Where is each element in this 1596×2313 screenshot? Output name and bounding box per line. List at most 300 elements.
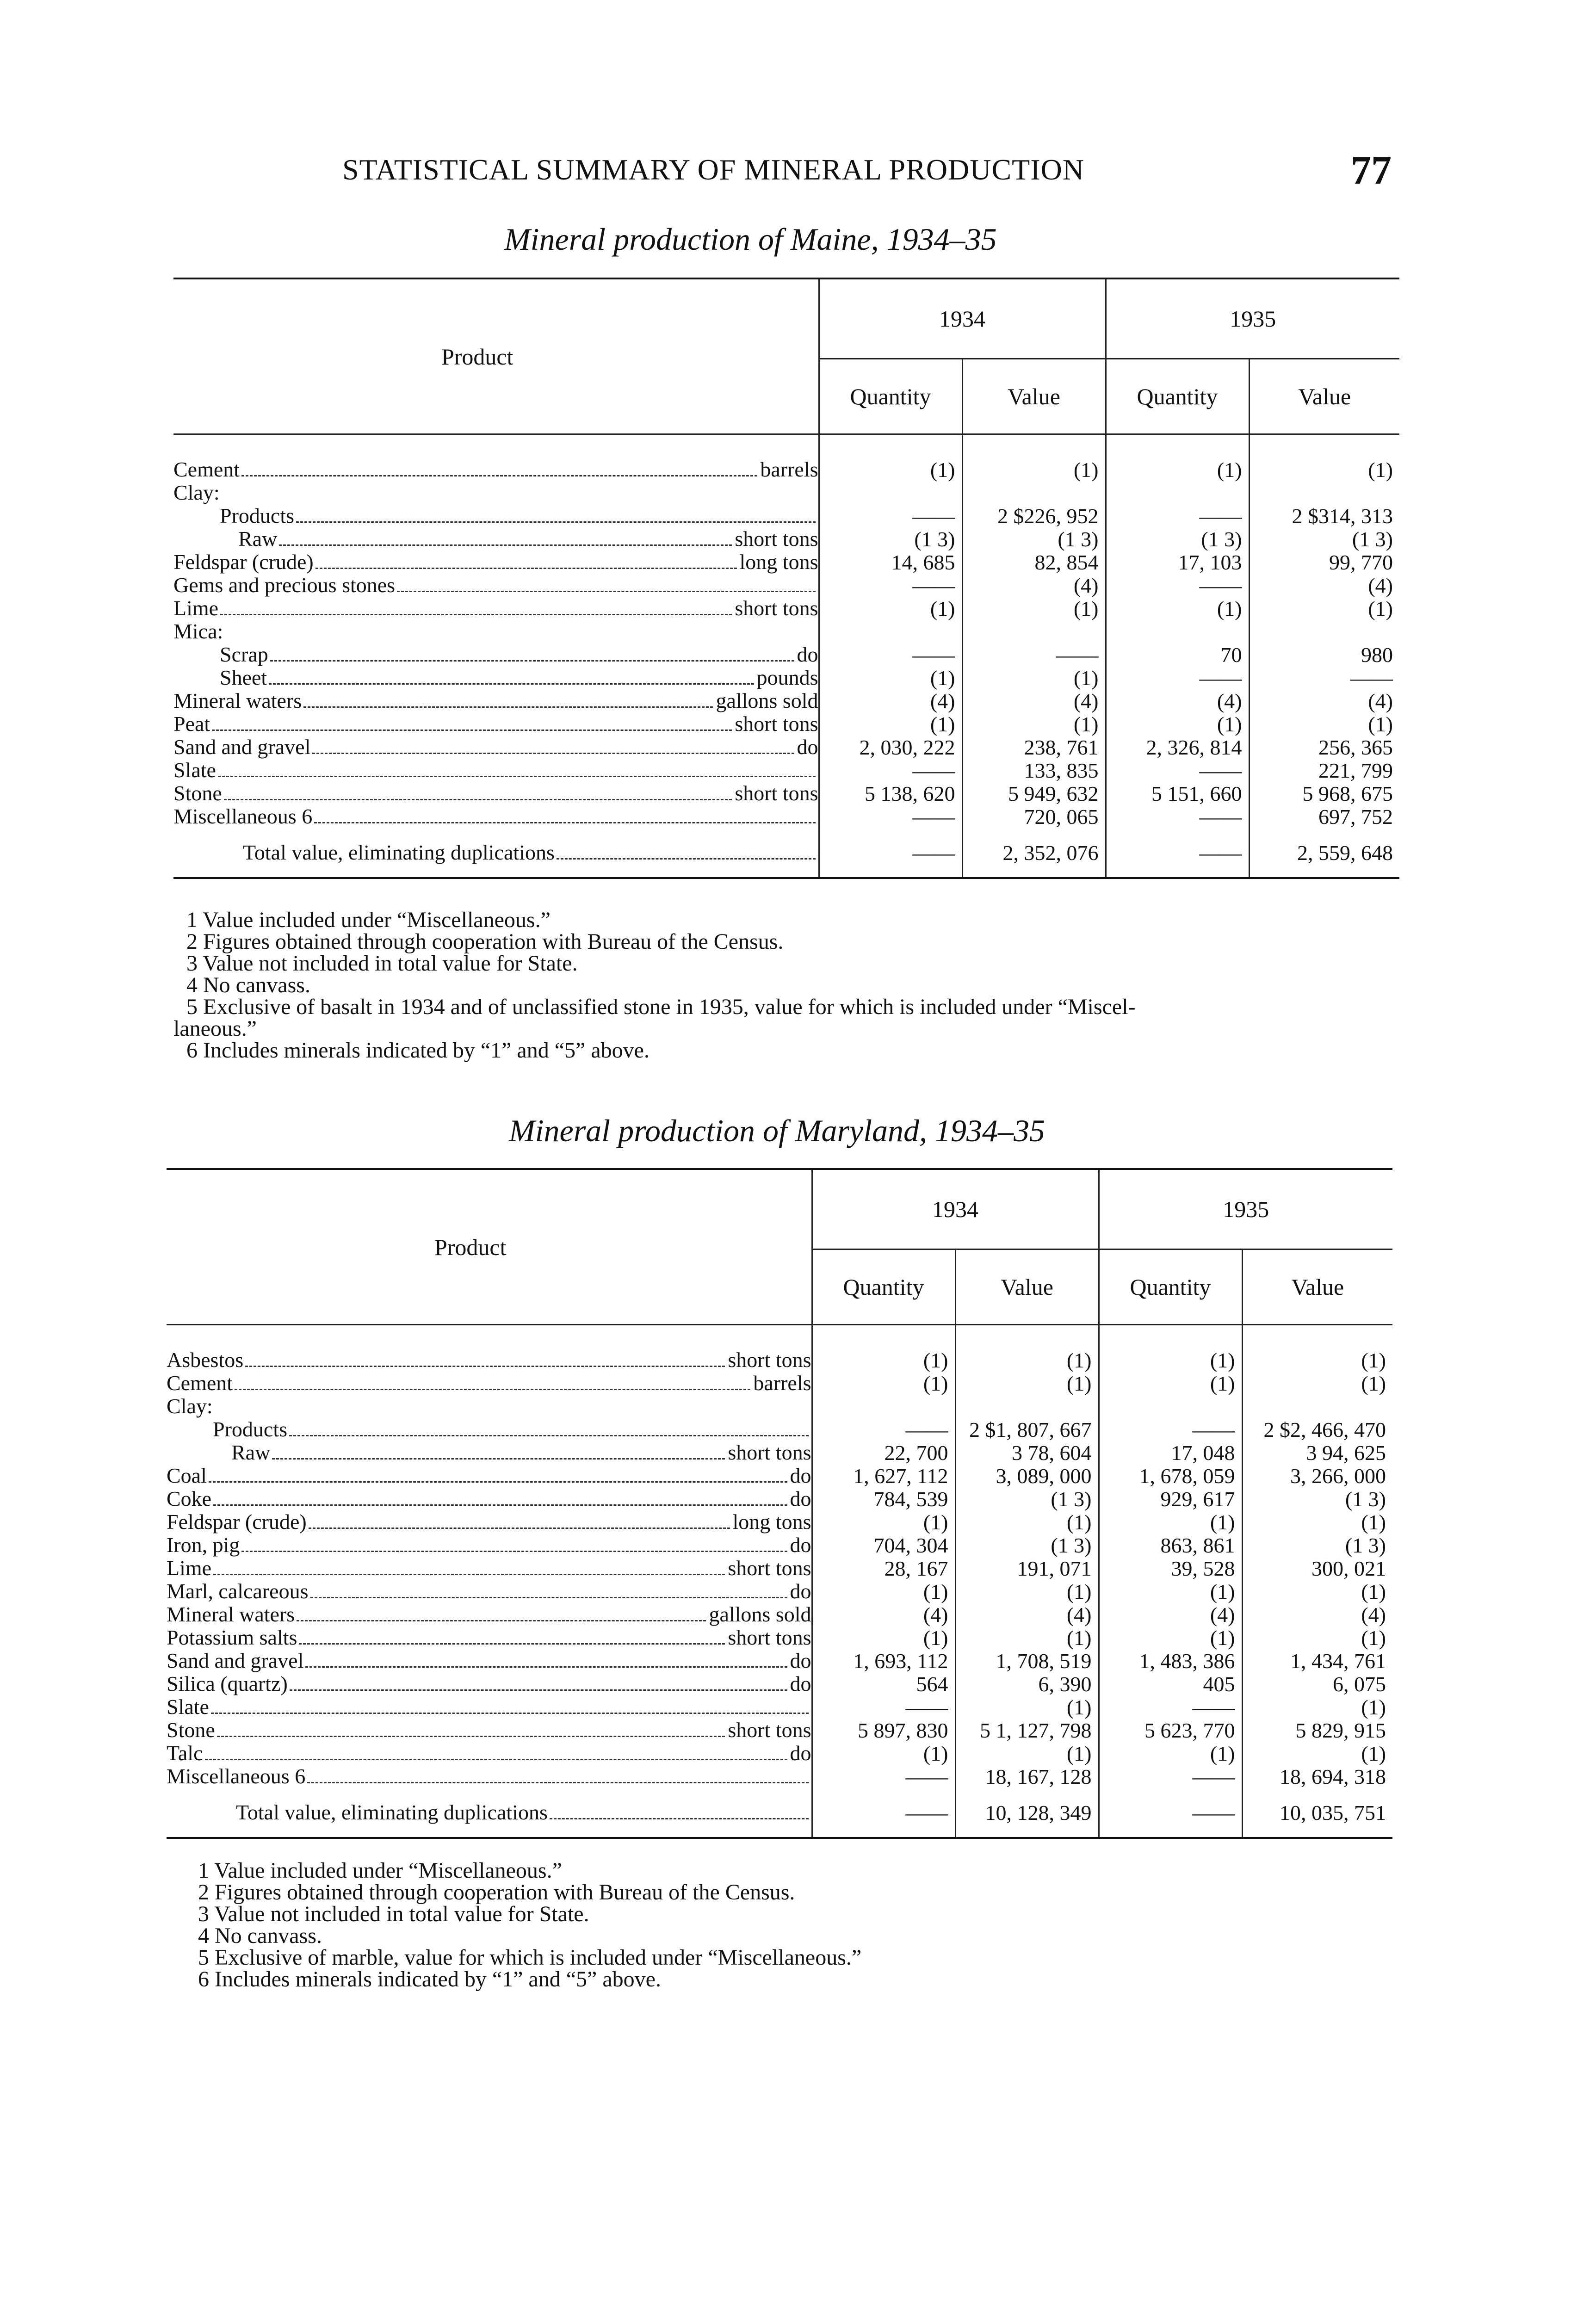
leader-dots <box>269 683 754 685</box>
leader-dots <box>212 730 732 731</box>
cell-q34: (1) <box>812 1348 955 1372</box>
leader-dots <box>290 1689 787 1691</box>
cell-q34: (1) <box>819 666 962 689</box>
product-unit: short tons <box>735 782 818 805</box>
leader-dots <box>220 614 732 615</box>
table-row <box>167 1742 1392 1765</box>
cell-v35: (1) <box>1242 1372 1392 1395</box>
maryland-table-body <box>167 1325 1392 1838</box>
product-name: Lime <box>173 597 219 620</box>
cell-q34: 704, 304 <box>812 1534 955 1557</box>
product-unit: short tons <box>728 1626 811 1649</box>
product-unit: short tons <box>728 1348 811 1372</box>
total-row <box>167 1801 1392 1838</box>
footnote: 4 No canvass. <box>186 973 310 997</box>
leader-dots <box>307 1782 808 1783</box>
product-name: Mineral waters <box>173 689 302 712</box>
table-row <box>173 805 1399 828</box>
maine-quantity-1934-header: Quantity <box>819 359 962 434</box>
cell-v34: 3 78, 604 <box>955 1441 1099 1464</box>
cell-v34: (1) <box>955 1348 1099 1372</box>
product-name: Scrap <box>220 643 268 666</box>
product-name: Clay: <box>173 481 220 504</box>
cell-v35: (1) <box>1242 1742 1392 1765</box>
cell-q35: (1) <box>1099 1742 1242 1765</box>
cell-v35: 3 94, 625 <box>1242 1441 1392 1464</box>
table-row <box>167 1464 1392 1487</box>
cell-v34: (1) <box>962 666 1106 689</box>
product-name: Products <box>213 1418 287 1441</box>
product-name: Stone <box>173 782 222 805</box>
cell-q35: (1) <box>1099 1348 1242 1372</box>
table-row <box>167 1603 1392 1626</box>
cell-v35: (1) <box>1242 1695 1392 1719</box>
product-name: Slate <box>167 1695 209 1719</box>
leader-dots <box>310 1597 787 1598</box>
leader-dots <box>297 1620 706 1621</box>
cell-q35: (1) <box>1106 597 1249 620</box>
cell-q35: 17, 048 <box>1099 1441 1242 1464</box>
table-row <box>167 1672 1392 1695</box>
cell-v34: (1 3) <box>955 1534 1099 1557</box>
cell-q34: (1) <box>819 458 962 481</box>
product-unit: gallons sold <box>716 689 818 712</box>
product-unit: barrels <box>753 1372 811 1395</box>
table-row <box>173 458 1399 481</box>
cell-q35: 1, 483, 386 <box>1099 1649 1242 1672</box>
table-row <box>167 1395 1392 1418</box>
cell-v35: 1, 434, 761 <box>1242 1649 1392 1672</box>
cell-v34: (1 3) <box>962 527 1106 550</box>
product-name: Feldspar (crude) <box>167 1510 307 1534</box>
cell-q34: —— <box>819 574 962 597</box>
total-v34: 10, 128, 349 <box>955 1801 1099 1838</box>
cell-q35: 2, 326, 814 <box>1106 736 1249 759</box>
product-name: Miscellaneous 6 <box>167 1765 306 1788</box>
cell-q35: 5 151, 660 <box>1106 782 1249 805</box>
cell-q34: 22, 700 <box>812 1441 955 1464</box>
product-name: Talc <box>167 1742 203 1765</box>
table-row <box>167 1372 1392 1395</box>
cell-v35: (1) <box>1249 712 1399 736</box>
cell-q34: —— <box>819 759 962 782</box>
maine-table <box>173 278 1399 879</box>
product-name: Products <box>220 504 294 527</box>
product-name: Clay: <box>167 1395 213 1418</box>
leader-dots <box>241 475 757 476</box>
cell-v34: (1) <box>962 458 1106 481</box>
cell-v34: (1) <box>955 1372 1099 1395</box>
cell-v35: (1) <box>1242 1580 1392 1603</box>
cell-q34: 28, 167 <box>812 1557 955 1580</box>
maine-footnotes <box>173 909 1413 1061</box>
table-row <box>173 782 1399 805</box>
cell-q35: 929, 617 <box>1099 1487 1242 1510</box>
table-row <box>167 1534 1392 1557</box>
cell-q34: (1 3) <box>819 527 962 550</box>
cell-v34 <box>955 1395 1099 1418</box>
cell-q34: —— <box>819 805 962 828</box>
cell-q35: (4) <box>1099 1603 1242 1626</box>
table-row <box>173 666 1399 689</box>
cell-v35: 256, 365 <box>1249 736 1399 759</box>
product-unit: barrels <box>760 458 818 481</box>
cell-q34: (1) <box>819 712 962 736</box>
product-name: Lime <box>167 1557 212 1580</box>
cell-q35: —— <box>1099 1765 1242 1788</box>
cell-v34: 18, 167, 128 <box>955 1765 1099 1788</box>
product-name: Iron, pig <box>167 1534 240 1557</box>
cell-q35: —— <box>1106 759 1249 782</box>
leader-dots <box>303 706 713 708</box>
leader-dots <box>289 1435 809 1436</box>
leader-dots <box>299 1643 725 1645</box>
cell-v35: (1) <box>1249 458 1399 481</box>
product-unit: long tons <box>732 1510 811 1534</box>
product-name: Peat <box>173 712 210 736</box>
cell-q34: (1) <box>812 1372 955 1395</box>
table-row <box>173 597 1399 620</box>
cell-v35: 5 829, 915 <box>1242 1719 1392 1742</box>
cell-q35 <box>1099 1395 1242 1418</box>
cell-q34: (1) <box>812 1510 955 1534</box>
footnote: 5 Exclusive of marble, value for which is included under “Miscellaneous.” <box>198 1945 862 1970</box>
leader-dots <box>235 1389 750 1390</box>
leader-dots <box>309 1528 730 1529</box>
product-unit: do <box>790 1742 811 1765</box>
footnote: 3 Value not included in total value for State. <box>186 951 578 976</box>
footnote: 6 Includes minerals indicated by “1” and “5” above. <box>186 1038 650 1063</box>
leader-dots <box>312 753 794 754</box>
total-q34: —— <box>812 1801 955 1838</box>
cell-v34: 238, 761 <box>962 736 1106 759</box>
cell-q34: 564 <box>812 1672 955 1695</box>
product-name: Mineral waters <box>167 1603 295 1626</box>
table-row <box>173 504 1399 527</box>
cell-v34: (1) <box>955 1695 1099 1719</box>
product-name: Potassium salts <box>167 1626 297 1649</box>
cell-v35: (1) <box>1249 597 1399 620</box>
cell-q35: 1, 678, 059 <box>1099 1464 1242 1487</box>
cell-q35: —— <box>1099 1695 1242 1719</box>
cell-q35: 863, 861 <box>1099 1534 1242 1557</box>
cell-v35: 2 $314, 313 <box>1249 504 1399 527</box>
maryland-footnotes <box>185 1860 1388 1990</box>
product-name: Sand and gravel <box>167 1649 304 1672</box>
product-name: Sheet <box>220 666 267 689</box>
table-row <box>167 1487 1392 1510</box>
cell-v35: (4) <box>1249 574 1399 597</box>
product-unit: gallons sold <box>709 1603 811 1626</box>
cell-q35: —— <box>1106 504 1249 527</box>
cell-v34: 1, 708, 519 <box>955 1649 1099 1672</box>
leader-dots <box>305 1666 787 1668</box>
cell-q35: 17, 103 <box>1106 550 1249 574</box>
cell-v34: 6, 390 <box>955 1672 1099 1695</box>
table-row <box>167 1348 1392 1372</box>
footnote: laneous.” <box>173 1016 257 1041</box>
cell-q34: —— <box>812 1695 955 1719</box>
table-row <box>167 1765 1392 1788</box>
table-row <box>173 759 1399 782</box>
product-name: Stone <box>167 1719 215 1742</box>
cell-q34: (4) <box>812 1603 955 1626</box>
cell-v35: 2 $2, 466, 470 <box>1242 1418 1392 1441</box>
cell-q34: 1, 693, 112 <box>812 1649 955 1672</box>
product-unit: short tons <box>728 1441 811 1464</box>
cell-v35 <box>1249 620 1399 643</box>
table-row <box>167 1649 1392 1672</box>
cell-q34: (4) <box>819 689 962 712</box>
leader-dots <box>218 776 816 777</box>
cell-v34: 2 $1, 807, 667 <box>955 1418 1099 1441</box>
leader-dots <box>213 1504 787 1506</box>
cell-v35: 18, 694, 318 <box>1242 1765 1392 1788</box>
cell-v35: (1) <box>1242 1510 1392 1534</box>
cell-v34 <box>962 620 1106 643</box>
product-name: Gems and precious stones <box>173 574 396 597</box>
maryland-table-caption: Mineral production of Maryland, 1934–35 <box>509 1113 1045 1148</box>
cell-q35: —— <box>1099 1418 1242 1441</box>
cell-v35 <box>1249 481 1399 504</box>
page-number: 77 <box>1351 148 1392 193</box>
cell-q35: 5 623, 770 <box>1099 1719 1242 1742</box>
cell-v35: —— <box>1249 666 1399 689</box>
cell-v34: (1) <box>955 1626 1099 1649</box>
cell-q35: 70 <box>1106 643 1249 666</box>
table-row <box>173 620 1399 643</box>
footnote: 2 Figures obtained through cooperation with Bureau of the Census. <box>186 929 784 954</box>
product-unit: do <box>790 1464 811 1487</box>
cell-v34: 2 $226, 952 <box>962 504 1106 527</box>
footnote: 1 Value included under “Miscellaneous.” <box>186 908 551 932</box>
cell-v34: 5 949, 632 <box>962 782 1106 805</box>
total-label: Total value, eliminating duplications <box>243 841 555 864</box>
maine-year-1934-header: 1934 <box>819 278 1106 359</box>
cell-v35: 5 968, 675 <box>1249 782 1399 805</box>
cell-v34: (1) <box>962 597 1106 620</box>
running-head: STATISTICAL SUMMARY OF MINERAL PRODUCTION <box>342 153 1084 186</box>
leader-dots <box>296 521 816 523</box>
table-row <box>167 1510 1392 1534</box>
product-unit: short tons <box>735 597 818 620</box>
product-name: Coal <box>167 1464 207 1487</box>
leader-dots <box>205 1759 787 1760</box>
leader-dots <box>211 1713 809 1714</box>
footnote: 1 Value included under “Miscellaneous.” <box>198 1858 562 1883</box>
total-v34: 2, 352, 076 <box>962 841 1106 878</box>
cell-q35: (1) <box>1106 458 1249 481</box>
cell-q35: (1) <box>1099 1510 1242 1534</box>
total-v35: 2, 559, 648 <box>1249 841 1399 878</box>
product-name: Raw <box>231 1441 271 1464</box>
maryland-value-1934-header: Value <box>955 1249 1099 1325</box>
cell-v34: (1 3) <box>955 1487 1099 1510</box>
cell-q34: 2, 030, 222 <box>819 736 962 759</box>
product-unit: short tons <box>728 1719 811 1742</box>
cell-q34: (1) <box>812 1580 955 1603</box>
product-unit: do <box>797 643 818 666</box>
product-name: Marl, calcareous <box>167 1580 309 1603</box>
cell-v34: 5 1, 127, 798 <box>955 1719 1099 1742</box>
leader-dots <box>245 1366 725 1367</box>
cell-q34 <box>819 620 962 643</box>
total-q34: —— <box>819 841 962 878</box>
cell-q35: (1) <box>1099 1580 1242 1603</box>
table-row <box>167 1580 1392 1603</box>
maine-value-1935-header: Value <box>1249 359 1399 434</box>
total-v35: 10, 035, 751 <box>1242 1801 1392 1838</box>
cell-v34: (1) <box>962 712 1106 736</box>
cell-q35 <box>1106 620 1249 643</box>
table-row <box>173 712 1399 736</box>
cell-q34 <box>812 1395 955 1418</box>
total-row <box>173 841 1399 878</box>
cell-q34: —— <box>819 643 962 666</box>
maine-quantity-1935-header: Quantity <box>1106 359 1249 434</box>
cell-q34: 1, 627, 112 <box>812 1464 955 1487</box>
cell-v35: (1 3) <box>1249 527 1399 550</box>
cell-v35: (1) <box>1242 1626 1392 1649</box>
table-row <box>173 527 1399 550</box>
cell-v35: (4) <box>1249 689 1399 712</box>
table-row <box>173 643 1399 666</box>
cell-v34: (4) <box>962 574 1106 597</box>
leader-dots <box>217 1736 725 1737</box>
product-unit: long tons <box>739 550 818 574</box>
footnote: 5 Exclusive of basalt in 1934 and of unclassified stone in 1935, value for which is included under “Miscel- <box>186 995 1136 1019</box>
leader-dots <box>241 1551 787 1552</box>
cell-v35: 6, 075 <box>1242 1672 1392 1695</box>
leader-dots <box>272 1458 725 1460</box>
product-name: Cement <box>167 1372 233 1395</box>
product-unit: do <box>790 1580 811 1603</box>
leader-dots <box>279 544 732 546</box>
cell-q34: —— <box>812 1418 955 1441</box>
cell-v35: 980 <box>1249 643 1399 666</box>
cell-v35: 3, 266, 000 <box>1242 1464 1392 1487</box>
product-unit: do <box>790 1672 811 1695</box>
cell-v34: 3, 089, 000 <box>955 1464 1099 1487</box>
leader-dots <box>224 799 732 800</box>
maine-value-1934-header: Value <box>962 359 1106 434</box>
cell-v35: 99, 770 <box>1249 550 1399 574</box>
table-row <box>173 550 1399 574</box>
leader-dots <box>397 591 815 592</box>
product-unit: short tons <box>735 712 818 736</box>
cell-q35: (1) <box>1099 1626 1242 1649</box>
product-name: Sand and gravel <box>173 736 311 759</box>
leader-dots <box>209 1481 787 1483</box>
cell-q35: —— <box>1106 805 1249 828</box>
cell-v34: (1) <box>955 1742 1099 1765</box>
table-row <box>167 1418 1392 1441</box>
maine-table-body <box>173 434 1399 878</box>
cell-q34: —— <box>812 1765 955 1788</box>
cell-q34: (1) <box>819 597 962 620</box>
product-unit: do <box>790 1534 811 1557</box>
product-unit: short tons <box>735 527 818 550</box>
cell-v34: (4) <box>962 689 1106 712</box>
product-name: Coke <box>167 1487 212 1510</box>
maine-product-header: Product <box>173 278 819 434</box>
cell-v35 <box>1242 1395 1392 1418</box>
cell-q34: (1) <box>812 1742 955 1765</box>
product-unit: do <box>790 1487 811 1510</box>
leader-dots <box>270 660 794 662</box>
cell-q35: (4) <box>1106 689 1249 712</box>
product-name: Cement <box>173 458 240 481</box>
product-name: Mica: <box>173 620 223 643</box>
cell-v35: (1 3) <box>1242 1487 1392 1510</box>
product-unit: do <box>797 736 818 759</box>
cell-q35 <box>1106 481 1249 504</box>
cell-q34: 5 138, 620 <box>819 782 962 805</box>
cell-v34: 720, 065 <box>962 805 1106 828</box>
table-row <box>173 574 1399 597</box>
footnote: 3 Value not included in total value for State. <box>198 1902 589 1926</box>
leader-dots <box>213 1574 725 1575</box>
cell-v34: —— <box>962 643 1106 666</box>
maryland-value-1935-header: Value <box>1242 1249 1392 1325</box>
maryland-year-1934-header: 1934 <box>812 1169 1099 1249</box>
product-name: Feldspar (crude) <box>173 550 314 574</box>
total-label: Total value, eliminating duplications <box>236 1801 548 1824</box>
table-row <box>173 736 1399 759</box>
product-name: Raw <box>238 527 278 550</box>
maine-year-1935-header: 1935 <box>1106 278 1399 359</box>
leader-dots <box>315 568 737 569</box>
cell-v34: 82, 854 <box>962 550 1106 574</box>
table-row <box>173 481 1399 504</box>
cell-v35: (4) <box>1242 1603 1392 1626</box>
cell-q35: —— <box>1106 574 1249 597</box>
maine-table-caption: Mineral production of Maine, 1934–35 <box>504 222 997 257</box>
cell-v34: (1) <box>955 1580 1099 1603</box>
cell-q34: 14, 685 <box>819 550 962 574</box>
product-unit: do <box>790 1649 811 1672</box>
cell-q35: 405 <box>1099 1672 1242 1695</box>
cell-v35: 697, 752 <box>1249 805 1399 828</box>
cell-q35: —— <box>1106 666 1249 689</box>
cell-q34: —— <box>819 504 962 527</box>
cell-v35: 300, 021 <box>1242 1557 1392 1580</box>
cell-q35: (1 3) <box>1106 527 1249 550</box>
cell-v34: (1) <box>955 1510 1099 1534</box>
maryland-quantity-1934-header: Quantity <box>812 1249 955 1325</box>
cell-q35: (1) <box>1099 1372 1242 1395</box>
cell-q35: (1) <box>1106 712 1249 736</box>
maryland-table <box>167 1168 1392 1839</box>
footnote: 2 Figures obtained through cooperation with Bureau of the Census. <box>198 1880 795 1905</box>
table-row <box>167 1695 1392 1719</box>
total-q35: —— <box>1099 1801 1242 1838</box>
table-row <box>167 1626 1392 1649</box>
product-name: Silica (quartz) <box>167 1672 288 1695</box>
cell-v35: (1 3) <box>1242 1534 1392 1557</box>
maryland-product-header: Product <box>167 1169 812 1325</box>
cell-q34: 5 897, 830 <box>812 1719 955 1742</box>
product-unit: pounds <box>756 666 818 689</box>
cell-q34 <box>819 481 962 504</box>
product-name: Asbestos <box>167 1348 244 1372</box>
footnote: 4 No canvass. <box>198 1923 322 1948</box>
cell-v34 <box>962 481 1106 504</box>
leader-dots <box>314 822 815 823</box>
table-row <box>167 1719 1392 1742</box>
cell-q35: 39, 528 <box>1099 1557 1242 1580</box>
cell-v34: 191, 071 <box>955 1557 1099 1580</box>
